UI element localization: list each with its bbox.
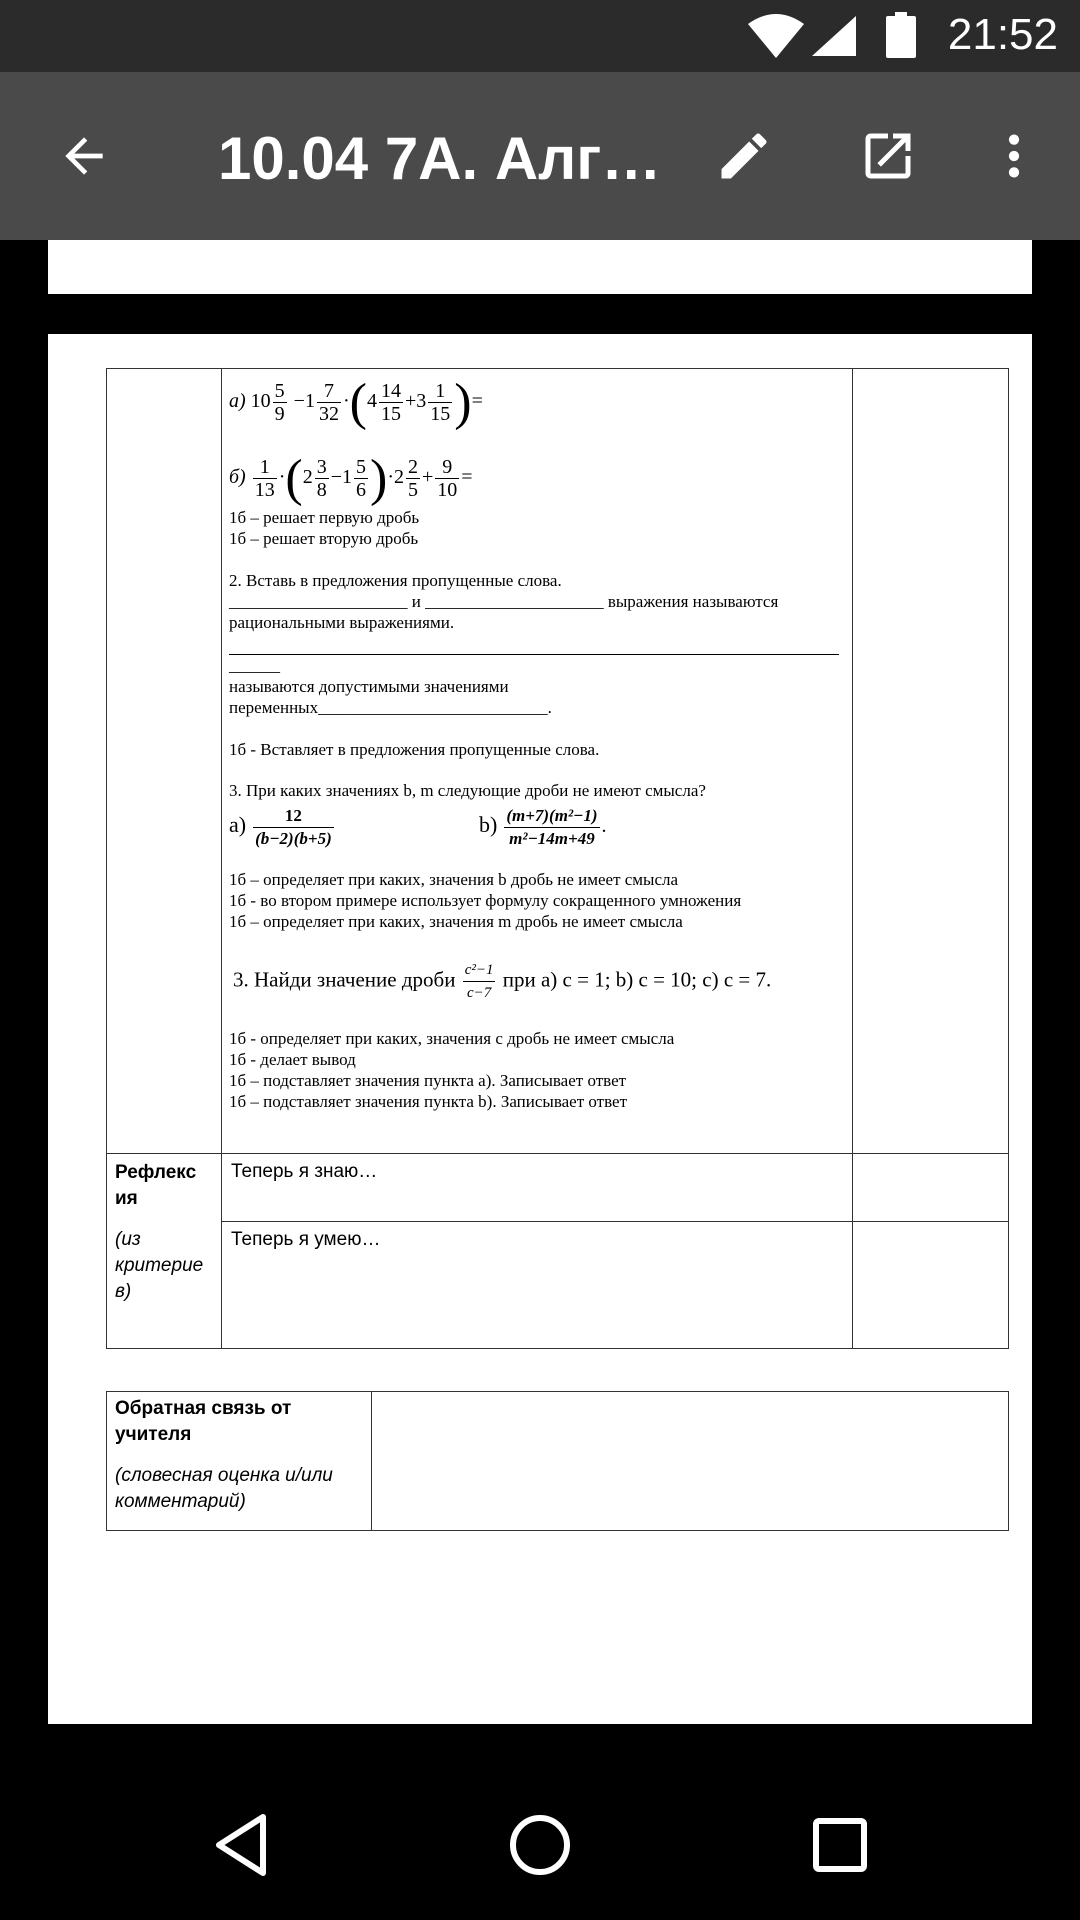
lesson-table <box>106 368 1009 1349</box>
task2-line: рациональными выражениями. <box>229 613 455 632</box>
task2-line: ______ <box>229 656 280 675</box>
square-recents-icon <box>812 1817 868 1873</box>
now-can-text: Теперь я умею… <box>231 1229 381 1250</box>
nav-back-button[interactable] <box>196 1800 286 1890</box>
expression-a: а) 10 $\frac{5}{9}$ −1 $\frac{7}{32}$ ·(4 $\frac{14}{15}$ +3 $\frac{1}{15}$ )= <box>229 374 483 431</box>
wifi-icon <box>748 14 804 58</box>
score-line: 1б – определяет при каких, значения m дробь не имеет смысла <box>229 912 683 931</box>
document-page <box>48 334 1032 1724</box>
feedback-table <box>106 1391 1009 1531</box>
task2-line: переменных___________________________. <box>229 698 552 717</box>
nav-recents-button[interactable] <box>795 1800 885 1890</box>
reflection-note: (из <box>115 1229 141 1250</box>
answer-blank <box>229 654 839 655</box>
triangle-back-icon <box>211 1812 271 1878</box>
page-title: 10.04 7А. Алг… <box>218 125 662 192</box>
task3a-fraction: a) $\frac{12}{(b-2)(b+5)}$ <box>229 806 332 848</box>
score-line: 1б - во втором примере использует формулу сокращенного умножения <box>229 891 742 910</box>
feedback-note: комментарий) <box>115 1491 246 1512</box>
battery-icon <box>886 12 916 58</box>
clock: 21:52 <box>947 10 1058 59</box>
more-options-button[interactable] <box>974 116 1054 196</box>
edit-button[interactable] <box>704 116 784 196</box>
score-line: 1б – определяет при каких, значения b дробь не имеет смысла <box>229 870 679 889</box>
pencil-icon <box>714 126 774 186</box>
now-know-text: Теперь я знаю… <box>231 1161 378 1182</box>
feedback-heading: учителя <box>115 1424 192 1445</box>
task2-line: называются допустимыми значениями <box>229 677 509 696</box>
reflection-heading: Рефлекс <box>115 1162 197 1183</box>
task2-line: _____________________ и _____________________ выражения называются <box>229 592 779 611</box>
circle-home-icon <box>508 1813 572 1877</box>
score-line: 1б - Вставляет в предложения пропущенные слова. <box>229 740 600 759</box>
feedback-note: (словесная оценка и/или <box>115 1465 333 1486</box>
task2-title: 2. Вставь в предложения пропущенные слова. <box>229 571 562 590</box>
score-line: 1б – решает вторую дробь <box>229 529 419 548</box>
document-viewer[interactable] <box>0 240 1080 1760</box>
reflection-note: в) <box>115 1281 132 1302</box>
feedback-heading: Обратная связь от <box>115 1398 292 1419</box>
reflection-note: критерие <box>115 1255 204 1276</box>
score-line: 1б – подставляет значения пункта а). Записывает ответ <box>229 1071 627 1090</box>
previous-page <box>48 240 1032 294</box>
app-bar <box>0 72 1080 240</box>
score-line: 1б - делает вывод <box>229 1050 356 1069</box>
navigation-bar <box>0 1760 1080 1920</box>
open-external-button[interactable] <box>848 116 928 196</box>
arrow-back-icon <box>56 128 112 184</box>
expression-b: б) $\frac{1}{13}$ ·(2 $\frac{3}{8}$ −1 $\frac{5}{6}$ )·2 $\frac{2}{5}$ + $\frac{9}{10}$ = <box>229 450 473 507</box>
reflection-heading: ия <box>115 1188 138 1209</box>
open-in-new-icon <box>858 126 918 186</box>
score-line: 1б – подставляет значения пункта b). Записывает ответ <box>229 1092 628 1111</box>
task4-title: 3. Найди значение дроби $\frac{\text{c²−1}}{c-7}$ при a) c = 1; b) c = 10; c) c = 7. <box>233 959 771 1004</box>
signal-icon <box>812 16 856 56</box>
score-line: 1б - определяет при каких, значения с дробь не имеет смысла <box>229 1029 675 1048</box>
task3b-fraction: b) $\frac{\text{(m+7)(m²−1)}}{\text{m²−14m+49}}$ . <box>479 806 607 848</box>
nav-home-button[interactable] <box>495 1800 585 1890</box>
status-bar <box>0 0 1080 72</box>
back-button[interactable] <box>44 116 124 196</box>
score-line: 1б – решает первую дробь <box>229 508 420 527</box>
task3-title: 3. При каких значениях b, m следующие дроби не имеют смысла? <box>229 781 706 800</box>
more-vert-icon <box>986 128 1042 184</box>
